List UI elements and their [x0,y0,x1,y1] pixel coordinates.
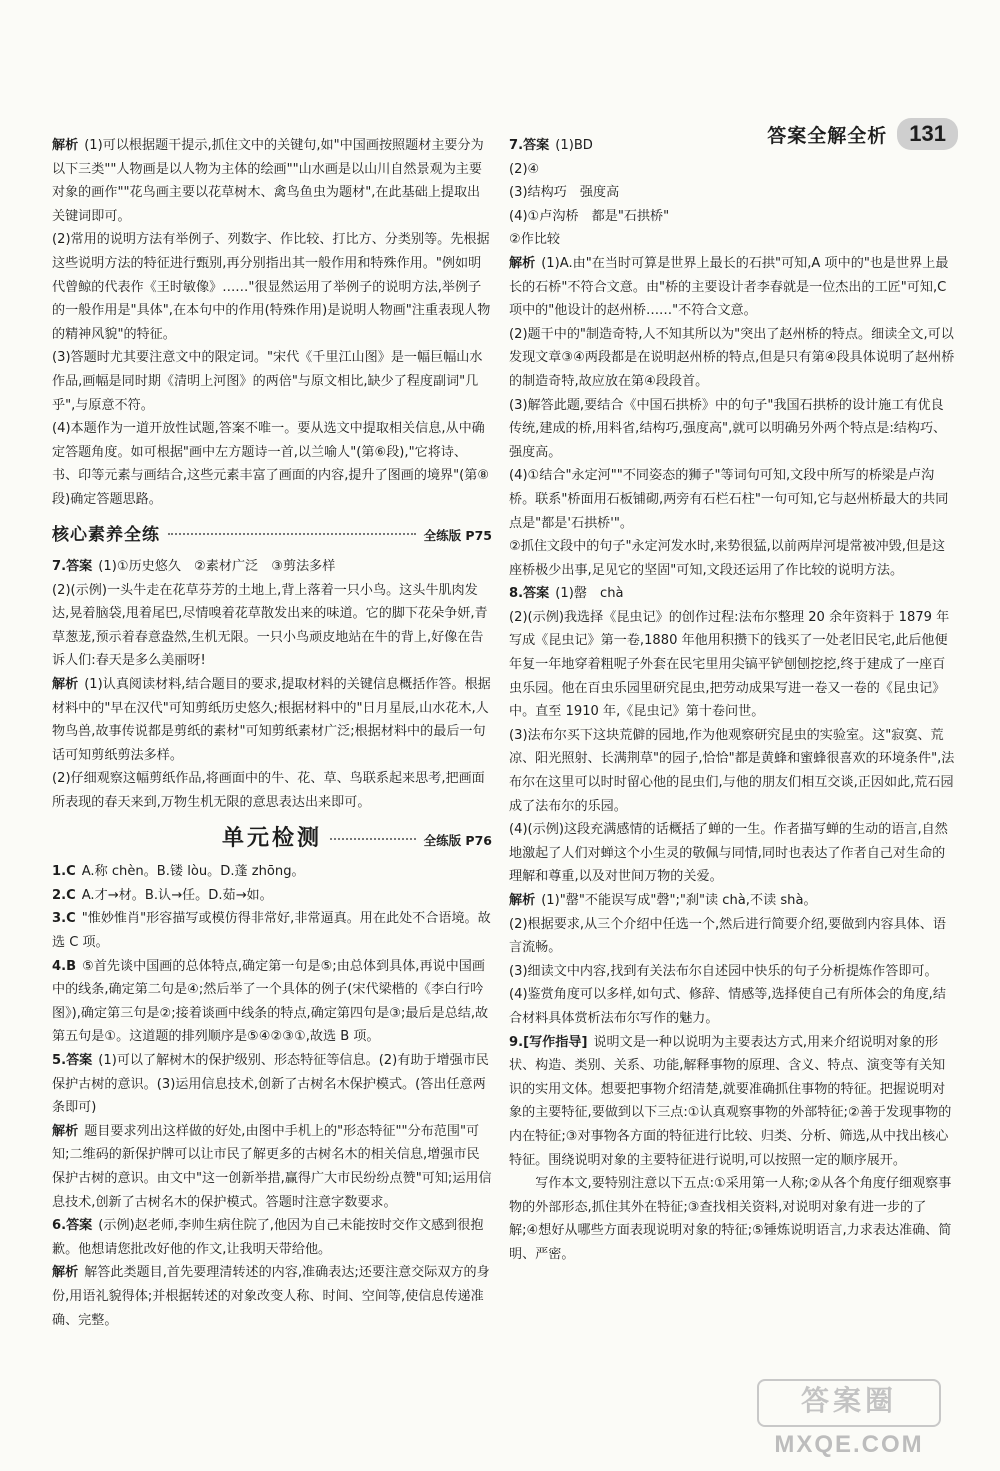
answer-paragraph [509,1172,955,1266]
page-number: 131 [897,118,958,150]
answer-paragraph [509,158,955,182]
answer-paragraph [52,579,492,673]
answer-paragraph [52,555,492,579]
answer-paragraph [52,417,492,511]
answer-label: 解析 [52,1123,79,1139]
answer-text: (2)④ [509,161,540,177]
answer-label: 解析 [52,1265,79,1281]
answer-text: (1)①历史悠久 ②素材广泛 ③剪法多样 [98,559,336,575]
answer-paragraph [52,860,492,884]
answer-paragraph [52,134,492,228]
answer-text: (1)可以根据题干提示,抓住文中的关键句,如"中国画按照题材主要分为以下三类""人物画是以人物为主体的绘画""山水画是以山川自然景观为主要对象的画作""花鸟画主要以花草树木、禽鸟鱼虫为题材",在此基础上提取出关键词即可。 [52,138,484,224]
answer-paragraph [509,205,955,229]
answer-text: A.才→材。B.认→任。D.茹→如。 [81,887,273,903]
answer-text: 写作本文,要特别注意以下五点:①采用第一人称;②从各个角度仔细观察事物的外部形态,抓住其外在特征;③查找相关资料,对说明对象有进一步的了解;④想好从哪些方面表现说明对象的特征;⑤锤炼说明语言,力求表达准确、简明、严密。 [509,1176,952,1262]
answer-label: 解析 [52,138,79,153]
answer-text: (2)常用的说明方法有举例子、列数字、作比较、打比方、分类别等。先根据这些说明方法的特征进行甄别,再分别指出其一般作用和特殊作用。"例如明代曾鲸的代表作《王时敏像》……"很显然运用了举例子的说明方法,举例子的一般作用是"具体",在本句中的作用(特殊作用)是说明人物画"注重表现人物的精神风貌"的特征。 [52,232,491,342]
answer-paragraph [509,960,955,984]
answer-paragraph [52,767,492,814]
answer-paragraph [52,955,492,1049]
watermark [744,1379,954,1461]
answer-label: 6.答案 [52,1218,93,1234]
answer-text: (1)BD [555,138,593,153]
answer-paragraph [509,394,955,465]
answer-paragraph [52,346,492,417]
answer-text: (3)解答此题,要结合《中国石拱桥》中的句子"我国石拱桥的设计施工有优良传统,建成的桥,用料省,结构巧,强度高",就可以明确另外两个特点是:结构巧、强度高。 [509,397,947,460]
left-column [52,134,492,1332]
section-title: 单元检测 [222,825,323,851]
answer-label: 8.答案 [509,586,550,602]
section-heading [52,827,492,853]
answer-label: 9.[写作指导] [509,1034,588,1050]
answer-paragraph [509,818,955,889]
answer-label: 5.答案 [52,1052,93,1068]
answer-text: ⑤首先谈中国画的总体特点,确定第一句是⑤;由总体到具体,再说中国画中的线条,确定第二句是④;然后举了一个具体的例子(宋代梁楷的《李白行吟图》),确定第三句是②;接着谈画中线条的特点,确定第四句是③;最后是总结,故第五句是①。这道题的排列顺序是⑤④②③①,故选 B 项。 [52,958,489,1045]
answer-paragraph [509,228,955,252]
dotted-leader [168,533,416,535]
answer-label: 2.C [52,887,76,903]
answer-text: (1)罄 chà [555,586,624,602]
page-header-title: 答案全解全析 [767,124,888,147]
answer-paragraph [509,1031,955,1173]
answer-label: 4.B [52,958,77,974]
answer-label: 7.答案 [509,138,550,153]
answer-text: 解答此类题目,首先要理清转述的内容,准确表达;还要注意交际双方的身份,用语礼貌得体;并根据转述的对象改变人称、时间、空间等,使信息传递准确、完整。 [52,1265,490,1328]
answer-text: (2)仔细观察这幅剪纸作品,将画面中的牛、花、草、鸟联系起来思考,把画面所表现的春天来到,万物生机无限的意思表达出来即可。 [52,771,485,811]
answer-paragraph [509,181,955,205]
right-column [509,134,955,1267]
answer-text: (4)①结合"永定河""不同姿态的狮子"等词句可知,文段中所写的桥梁是卢沟桥。联系"桥面用石板铺砌,两旁有石栏石柱"一句可知,它与赵州桥最大的共同点是"都是'石拱桥'"。 [509,468,949,531]
section-title: 核心素养全练 [52,524,160,545]
answer-text: (1)"罄"不能误写成"磬";"刹"读 chà,不读 shà。 [541,893,817,908]
answer-paragraph [52,907,492,954]
answer-text: (1)A.由"在当时可算是世界上最长的石拱"可知,A 项中的"也是世界上最长的石桥"不符合文意。由"桥的主要设计者李春就是一位杰出的工匠"可知,C 项中的"他设计的赵州桥……"不符合文意。 [509,255,949,319]
answer-paragraph [509,582,955,606]
answer-paragraph [509,252,955,323]
answer-paragraph [52,1214,492,1261]
answer-paragraph [52,673,492,767]
answer-paragraph [52,1120,492,1214]
answer-paragraph [509,983,955,1030]
answer-text: (3)答题时尤其要注意文中的限定词。"宋代《千里江山图》是一幅巨幅山水作品,画幅是同时期《清明上河图》的两倍"与原文相比,缺少了程度副词"几乎",与原意不符。 [52,350,483,413]
answer-text: "惟妙惟肖"形容描写或模仿得非常好,非常逼真。用在此处不合语境。故选 C 项。 [52,911,491,950]
watermark-domain: MXQE.COM [774,1431,924,1458]
answer-label: 7.答案 [52,559,93,575]
answer-paragraph [509,535,955,582]
answer-paragraph [52,884,492,908]
answer-text: A.称 chèn。B.镂 lòu。D.蓬 zhōng。 [81,864,305,880]
answer-text: (4)①卢沟桥 都是"石拱桥" [509,208,670,224]
answer-text: (示例)赵老师,李帅生病住院了,他因为自己未能按时交作文感到很抱歉。他想请您批改好他的作文,让我明天带给他。 [52,1218,484,1257]
answer-text: (1)可以了解树木的保护级别、形态特征等信息。(2)有助于增强市民保护古树的意识。(3)运用信息技术,创新了古树名木保护模式。(答出任意两条即可) [52,1052,489,1116]
answer-paragraph [52,228,492,346]
answer-text: (2)(示例)我选择《昆虫记》的创作过程:法布尔整理 20 余年资料于 1879 年写成《昆虫记》第一卷,1880 年他用积攒下的钱买了一处老旧民宅,此后他便年复一年地穿着粗呢子外套在民宅里用尖镐平铲刨刨挖挖,终于建成了一座百虫乐园。他在百虫乐园里研究昆虫,把劳动成果写进一卷又一卷的《昆虫记》中。直至 1910 年,《昆虫记》第十卷问世。 [509,609,950,720]
answer-text: 题目要求列出这样做的好处,由图中手机上的"形态特征""分布范围"可知;二维码的新保护牌可以让市民了解更多的古树名木的相关信息,增强市民保护古树的意识。由文中"这一创新举措,赢得广大市民纷纷点赞"可知;运用信息技术,创新了古树名木的保护模式。答题时注意字数要求。 [52,1123,492,1210]
answer-text: (2)(示例)一头牛走在花草芬芳的土地上,背上落着一只小鸟。这头牛肌肉发达,晃着脑袋,甩着尾巴,尽情嗅着花草散发出来的味道。它的脚下花朵争妍,青草葱茏,预示着春意盎然,生机无限。一只小鸟顽皮地站在牛的背上,好像在告诉人们:春天是多么美丽呀! [52,582,488,669]
watermark-logo: 答案圈 [757,1379,941,1427]
answer-paragraph [509,889,955,913]
answer-paragraph [52,1261,492,1332]
answer-text: (3)细读文中内容,找到有关法布尔自述园中快乐的句子分析提炼作答即可。 [509,963,938,979]
answer-label: 解析 [509,255,536,271]
answer-paragraph [509,134,955,158]
answer-paragraph [509,323,955,394]
answer-paragraph [509,913,955,960]
section-page-ref: 全练版 P76 [423,832,492,848]
section-page-ref: 全练版 P75 [423,527,492,543]
answer-label: 解析 [509,893,536,908]
answer-text: 说明文是一种以说明为主要表达方式,用来介绍说明对象的形状、构造、类别、关系、功能,解释事物的原理、含义、特点、演变等有关知识的实用文体。想要把事物介绍清楚,就要准确抓住事物的特征。把握说明对象的主要特征,要做到以下三点:①认真观察事物的外部特征;②善于发现事物的内在特征;③对事物各方面的特征进行比较、归类、分析、筛选,从中找出核心特征。围绕说明对象的主要特征进行说明,可以按照一定的顺序展开。 [509,1034,952,1168]
answer-text: (3)结构巧 强度高 [509,185,620,201]
section-heading [52,524,492,548]
answer-text: (4)本题作为一道开放性试题,答案不唯一。要从选文中提取相关信息,从中确定答题角度。如可根据"画中左方题诗一首,以兰喻人"(第⑥段),"它将诗、书、印等元素与画结合,这些元素丰富了画面的内容,提升了图画的境界"(第⑧段)确定答题思路。 [52,421,490,507]
answer-text: (2)根据要求,从三个介绍中任选一个,然后进行简要介绍,要做到内容具体、语言流畅。 [509,916,946,956]
answer-text: (4)鉴赏角度可以多样,如句式、修辞、情感等,选择使自己有所体会的角度,结合材料具体赏析法布尔写作的魅力。 [509,987,946,1026]
answer-text: (4)(示例)这段充满感情的话概括了蝉的一生。作者描写蝉的生动的语言,自然地激起了人们对蝉这个小生灵的敬佩与同情,同时也表达了作者自己对生命的理解和尊重,以及对世间万物的关爱。 [509,822,948,885]
answer-label: 3.C [52,911,76,927]
answer-label: 解析 [52,677,79,693]
answer-text: ②抓住文段中的句子"永定河发水时,来势很猛,以前两岸河堤常被冲毁,但是这座桥极少出事,足见它的坚固"可知,文段还运用了作比较的说明方法。 [509,539,946,578]
dotted-leader [330,838,416,840]
answer-paragraph [52,1049,492,1120]
answer-label: 1.C [52,864,76,880]
answer-text: (2)题干中的"制造奇特,人不知其所以为"突出了赵州桥的特点。细读全文,可以发现文章③④两段都是在说明赵州桥的特点,但是只有第④段具体说明了赵州桥的制造奇特,故应放在第④段段首。 [509,326,955,389]
answer-text: (3)法布尔买下这块荒僻的园地,作为他观察研究昆虫的实验室。这"寂寞、荒凉、阳光照射、长满荆草"的园子,恰恰"都是黄蜂和蜜蜂很喜欢的环境条件",法布尔在这里可以时时留心他的昆虫们,与他的朋友们相互交谈,正因如此,荒石园成了法布尔的乐园。 [509,727,955,814]
answer-paragraph [509,464,955,535]
answer-paragraph [509,724,955,818]
answer-text: (1)认真阅读材料,结合题目的要求,提取材料的关键信息概括作答。根据材料中的"早在汉代"可知剪纸历史悠久;根据材料中的"日月星辰,山水花木,人物鸟兽,故事传说都是剪纸的素材"可知剪纸素材广泛;根据材料中的最后一句话可知剪纸剪法多样。 [52,677,491,763]
answer-text: ②作比较 [509,232,561,248]
answer-paragraph [509,606,955,724]
